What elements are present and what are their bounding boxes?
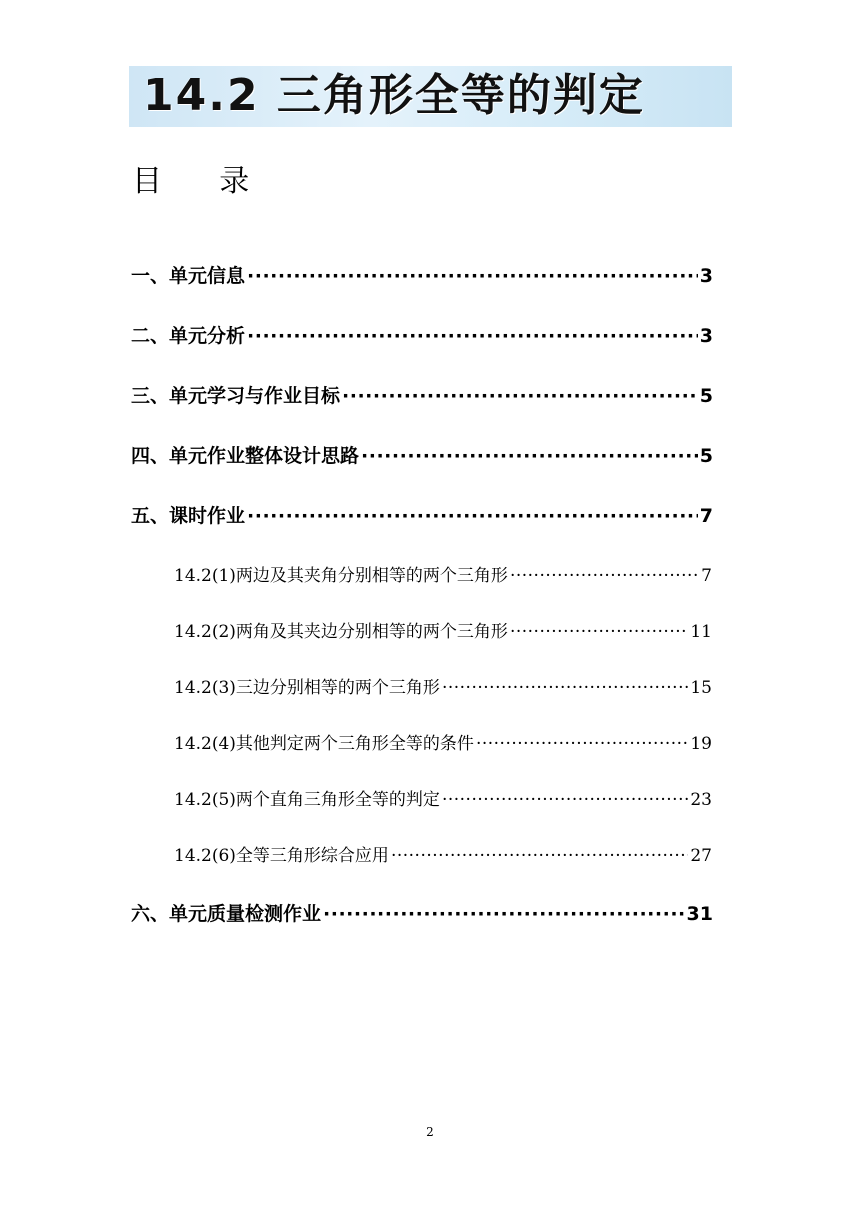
toc-entry-page: 27 [690, 846, 712, 866]
toc-leader-dots [510, 566, 699, 586]
toc-entry-label: 一、单元信息 [131, 265, 246, 287]
toc-entry-page: 23 [690, 790, 712, 810]
toc-leader-dots [247, 505, 698, 527]
toc-leader-dots [510, 622, 688, 642]
toc-subentry[interactable] [174, 729, 712, 754]
toc-entry-page: 19 [690, 734, 712, 754]
toc-entry-label: 四、单元作业整体设计思路 [131, 445, 360, 467]
banner-title: 14.2 三角形全等的判定 [143, 70, 645, 121]
toc-leader-dots [247, 325, 698, 347]
toc-leader-dots [442, 790, 688, 810]
toc-entry-label: 二、单元分析 [131, 325, 246, 347]
toc-leader-dots [476, 734, 688, 754]
toc-entry[interactable] [131, 441, 713, 468]
toc-entry-page: 31 [686, 903, 713, 925]
toc-leader-dots [391, 846, 688, 866]
toc-entry-page: 5 [699, 385, 713, 407]
toc-subentry[interactable] [174, 561, 712, 586]
toc-leader-dots [342, 385, 698, 407]
toc-entry[interactable] [131, 501, 713, 528]
toc-leader-dots [323, 903, 685, 925]
toc-subentry[interactable] [174, 617, 712, 642]
toc-entry-page: 3 [699, 325, 713, 347]
page-number: 2 [426, 1125, 434, 1139]
toc-entry-label: 14.2(3)三边分别相等的两个三角形 [174, 678, 440, 698]
toc-entry[interactable] [131, 899, 713, 926]
toc-entry-page: 3 [699, 265, 713, 287]
toc-entry-label: 14.2(5)两个直角三角形全等的判定 [174, 790, 440, 810]
toc-entry-label: 14.2(2)两角及其夹边分别相等的两个三角形 [174, 622, 508, 642]
toc-entry-label: 六、单元质量检测作业 [131, 903, 322, 925]
toc-entry-label: 14.2(6)全等三角形综合应用 [174, 846, 389, 866]
toc-heading: 目 录 [132, 164, 250, 199]
title-banner [129, 66, 732, 127]
toc-entry-label: 三、单元学习与作业目标 [131, 385, 341, 407]
toc-leader-dots [361, 445, 698, 467]
toc-entry[interactable] [131, 381, 713, 408]
toc-entry-label: 14.2(4)其他判定两个三角形全等的条件 [174, 734, 474, 754]
toc-entry-page: 5 [699, 445, 713, 467]
toc-leader-dots [442, 678, 688, 698]
toc-entry-label: 五、课时作业 [131, 505, 246, 527]
toc-entry[interactable] [131, 261, 713, 288]
toc-entry-page: 7 [699, 505, 713, 527]
toc-subentry[interactable] [174, 785, 712, 810]
toc-leader-dots [247, 265, 698, 287]
toc-entry[interactable] [131, 321, 713, 348]
toc-subentry[interactable] [174, 673, 712, 698]
toc-entry-page: 7 [701, 566, 712, 586]
toc-entry-page: 11 [690, 622, 712, 642]
toc-entry-page: 15 [690, 678, 712, 698]
toc-entry-label: 14.2(1)两边及其夹角分别相等的两个三角形 [174, 566, 508, 586]
toc-subentry[interactable] [174, 841, 712, 866]
